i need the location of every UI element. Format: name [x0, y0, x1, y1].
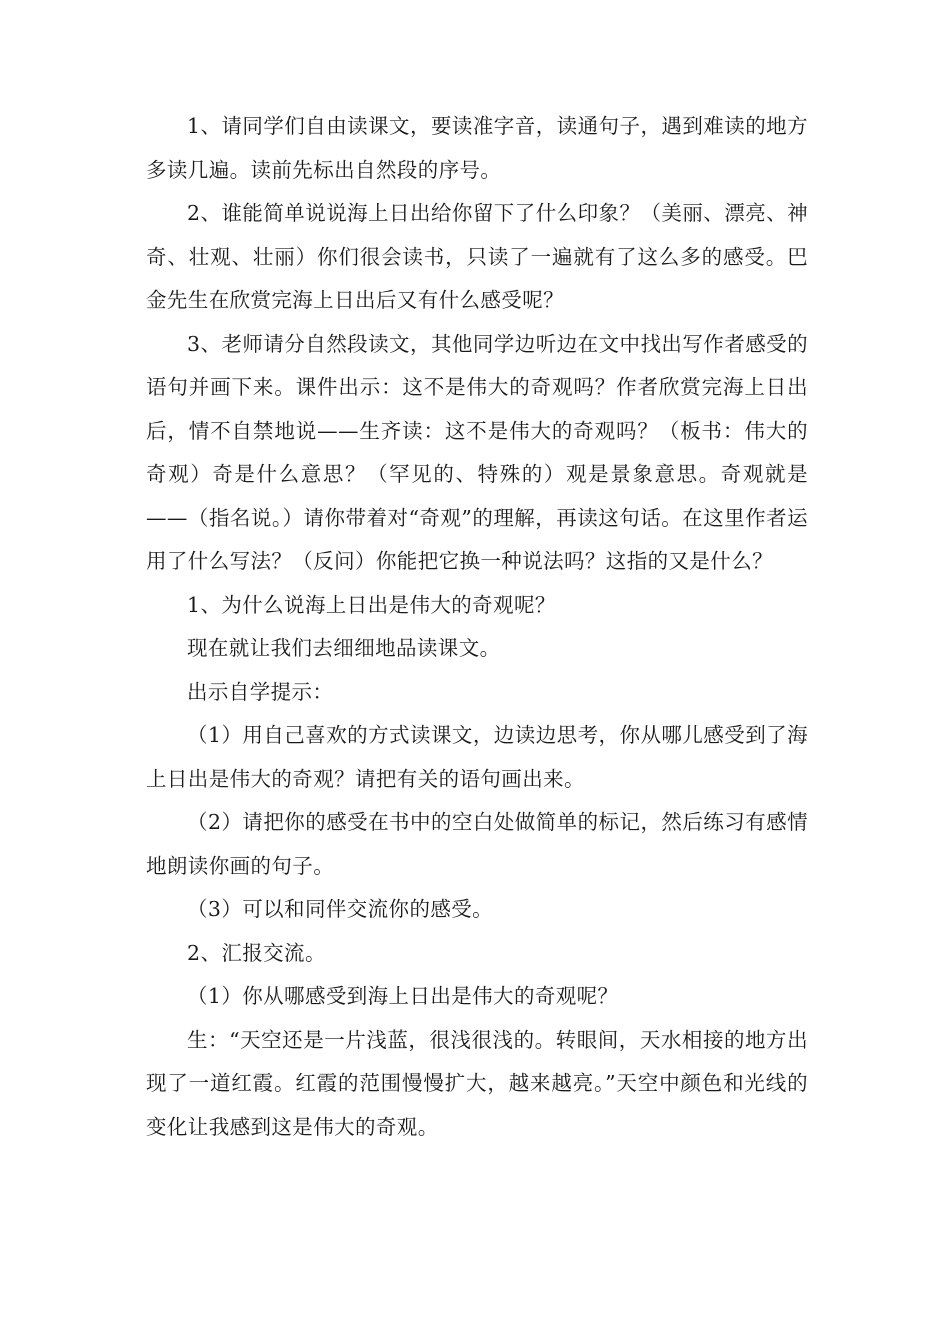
paragraph-tip-3: （3）可以和同伴交流你的感受。 [187, 897, 494, 921]
paragraph-self-study-tips: 出示自学提示： [187, 679, 334, 704]
paragraph-step-2-impression: 2、谁能简单说说海上日出给你留下了什么印象？（美丽、漂亮、神奇、壮观、壮丽）你们很会读书，只读了一遍就有了这么多的感受。巴金先生在欣赏完海上日出后又有什么感受呢？ [146, 201, 808, 312]
paragraph-tip-1: （1）用自己喜欢的方式读课文，边读边思考，你从哪儿感受到了海上日出是伟大的奇观？请把有关的语句画出来。 [146, 723, 808, 791]
paragraph-tip-2: （2）请把你的感受在书中的空白处做简单的标记，然后练习有感情地朗读你画的句子。 [146, 810, 808, 878]
paragraph-report-exchange: 2、汇报交流。 [187, 940, 326, 965]
paragraph-read-carefully: 现在就让我们去细细地品读课文。 [187, 636, 501, 660]
document-body [146, 105, 808, 1149]
paragraph-student-answer: 生：“天空还是一片浅蓝，很浅很浅的。转眼间，天水相接的地方出现了一道红霞。红霞的范围慢慢扩大，越来越亮。”天空中颜色和光线的变化让我感到这是伟大的奇观。 [146, 1027, 808, 1139]
paragraph-step-1-read-freely: 1、请同学们自由读课文，要读准字音，读通句子，遇到难读的地方多读几遍。读前先标出自然段的序号。 [146, 114, 808, 182]
paragraph-question-why-wonder: 1、为什么说海上日出是伟大的奇观呢？ [187, 592, 556, 617]
paragraph-question-where: （1）你从哪感受到海上日出是伟大的奇观呢？ [187, 984, 619, 1008]
paragraph-step-3-read-by-section: 3、老师请分自然段读文，其他同学边听边在文中找出写作者感受的语句并画下来。课件出示：这不是伟大的奇观吗？作者欣赏完海上日出后，情不自禁地说——生齐读：这不是伟大的奇观吗？（板书：伟大的奇观）奇是什么意思？（罕见的、特殊的）观是景象意思。奇观就是——（指名说。）请你带着对“奇观”的理解，再读这句话。在这里作者运用了什么写法？（反问）你能把它换一种说法吗？这指的又是什么？ [146, 331, 808, 573]
